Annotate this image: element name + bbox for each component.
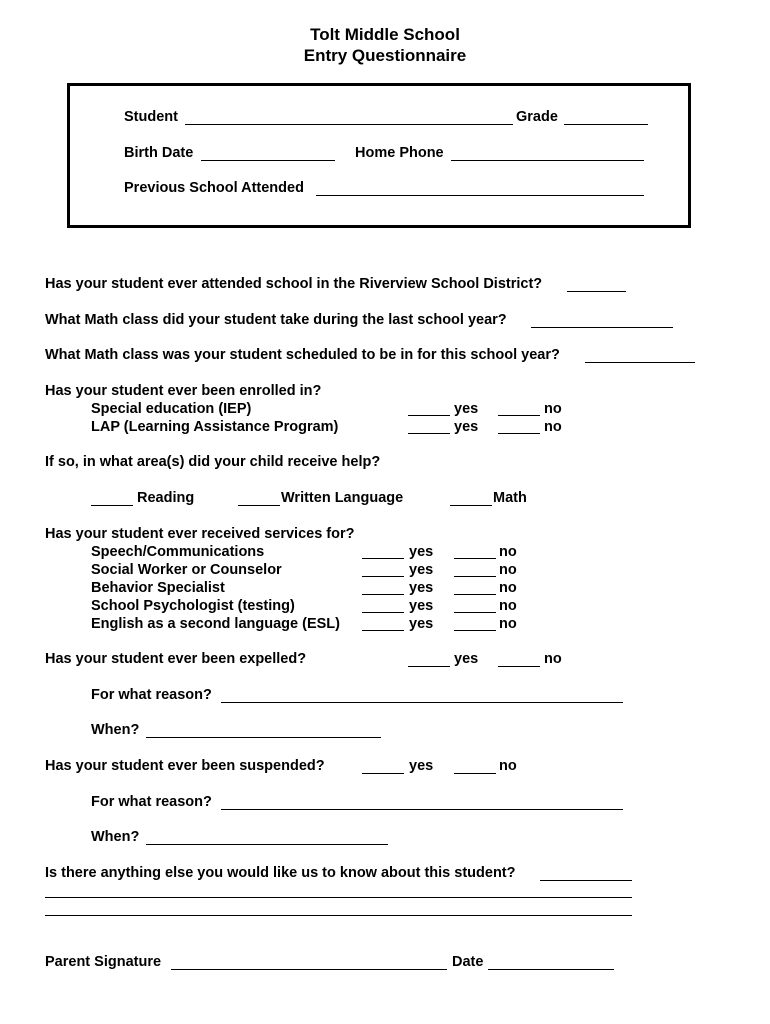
question-anything-else: Is there anything else you would like us to know about this student?: [45, 865, 516, 881]
question-math-last-year: What Math class did your student take during the last school year?: [45, 312, 507, 328]
expelled-reason-label: For what reason?: [91, 687, 212, 703]
lap-yes-field[interactable]: [408, 433, 450, 434]
birth-date-label: Birth Date: [124, 145, 194, 161]
no-label: no: [499, 562, 517, 578]
yes-label: yes: [409, 758, 434, 774]
birth-date-field[interactable]: [201, 160, 335, 161]
service-no-field[interactable]: [454, 576, 496, 577]
yes-label: yes: [454, 401, 479, 417]
date-label: Date: [452, 954, 484, 970]
service-yes-field[interactable]: [362, 576, 404, 577]
yes-label: yes: [454, 419, 479, 435]
yes-label: yes: [409, 616, 434, 632]
grade-label: Grade: [516, 109, 558, 125]
no-label: no: [499, 616, 517, 632]
math-last-year-field[interactable]: [531, 327, 673, 328]
service-yes-field[interactable]: [362, 558, 404, 559]
service-no-field[interactable]: [454, 594, 496, 595]
yes-label: yes: [409, 580, 434, 596]
question-suspended: Has your student ever been suspended?: [45, 758, 325, 774]
service-item: Behavior Specialist: [91, 580, 225, 596]
date-field[interactable]: [488, 969, 614, 970]
lap-no-field[interactable]: [498, 433, 540, 434]
reading-field[interactable]: [91, 505, 133, 506]
service-item: School Psychologist (testing): [91, 598, 295, 614]
suspended-no-field[interactable]: [454, 773, 496, 774]
form-subtitle: Entry Questionnaire: [303, 46, 467, 65]
parent-signature-label: Parent Signature: [45, 954, 162, 970]
parent-signature-field[interactable]: [171, 969, 447, 970]
written-language-field[interactable]: [238, 505, 280, 506]
suspended-reason-label: For what reason?: [91, 794, 212, 810]
yes-label: yes: [409, 544, 434, 560]
expelled-yes-field[interactable]: [408, 666, 450, 667]
yes-label: yes: [409, 598, 434, 614]
question-expelled: Has your student ever been expelled?: [45, 651, 307, 667]
no-label: no: [499, 580, 517, 596]
grade-field[interactable]: [564, 124, 648, 125]
expelled-when-field[interactable]: [146, 737, 381, 738]
service-yes-field[interactable]: [362, 630, 404, 631]
service-yes-field[interactable]: [362, 594, 404, 595]
no-label: no: [544, 419, 562, 435]
attended-riverview-field[interactable]: [567, 291, 626, 292]
expelled-when-label: When?: [91, 722, 140, 738]
question-services: Has your student ever received services for?: [45, 526, 355, 542]
iep-yes-field[interactable]: [408, 415, 450, 416]
yes-label: yes: [409, 562, 434, 578]
service-item: Social Worker or Counselor: [91, 562, 282, 578]
no-label: no: [544, 651, 562, 667]
anything-else-field[interactable]: [540, 880, 632, 881]
home-phone-field[interactable]: [451, 160, 644, 161]
home-phone-label: Home Phone: [355, 145, 444, 161]
question-enrolled-in: Has your student ever been enrolled in?: [45, 383, 322, 399]
previous-school-label: Previous School Attended: [124, 180, 304, 196]
no-label: no: [499, 758, 517, 774]
suspended-when-label: When?: [91, 829, 140, 845]
math-field[interactable]: [450, 505, 492, 506]
suspended-reason-field[interactable]: [221, 809, 623, 810]
service-yes-field[interactable]: [362, 612, 404, 613]
previous-school-field[interactable]: [316, 195, 644, 196]
question-help-areas: If so, in what area(s) did your child receive help?: [45, 454, 381, 470]
enrolled-item-lap: LAP (Learning Assistance Program): [91, 419, 339, 435]
yes-label: yes: [454, 651, 479, 667]
anything-else-line-3[interactable]: [45, 915, 632, 916]
service-item: Speech/Communications: [91, 544, 265, 560]
help-area-math: Math: [493, 490, 527, 506]
enrolled-item-iep: Special education (IEP): [91, 401, 252, 417]
service-no-field[interactable]: [454, 630, 496, 631]
no-label: no: [499, 598, 517, 614]
student-name-field[interactable]: [185, 124, 513, 125]
form-title: Tolt Middle School: [310, 25, 460, 44]
help-area-reading: Reading: [137, 490, 195, 506]
expelled-reason-field[interactable]: [221, 702, 623, 703]
service-no-field[interactable]: [454, 558, 496, 559]
iep-no-field[interactable]: [498, 415, 540, 416]
student-label: Student: [124, 109, 178, 125]
math-this-year-field[interactable]: [585, 362, 695, 363]
no-label: no: [499, 544, 517, 560]
anything-else-line-2[interactable]: [45, 897, 632, 898]
help-area-written-language: Written Language: [281, 490, 404, 506]
service-item: English as a second language (ESL): [91, 616, 340, 632]
service-no-field[interactable]: [454, 612, 496, 613]
question-attended-riverview: Has your student ever attended school in the Riverview School District?: [45, 276, 543, 292]
expelled-no-field[interactable]: [498, 666, 540, 667]
no-label: no: [544, 401, 562, 417]
suspended-yes-field[interactable]: [362, 773, 404, 774]
suspended-when-field[interactable]: [146, 844, 388, 845]
question-math-this-year: What Math class was your student scheduled to be in for this school year?: [45, 347, 560, 363]
